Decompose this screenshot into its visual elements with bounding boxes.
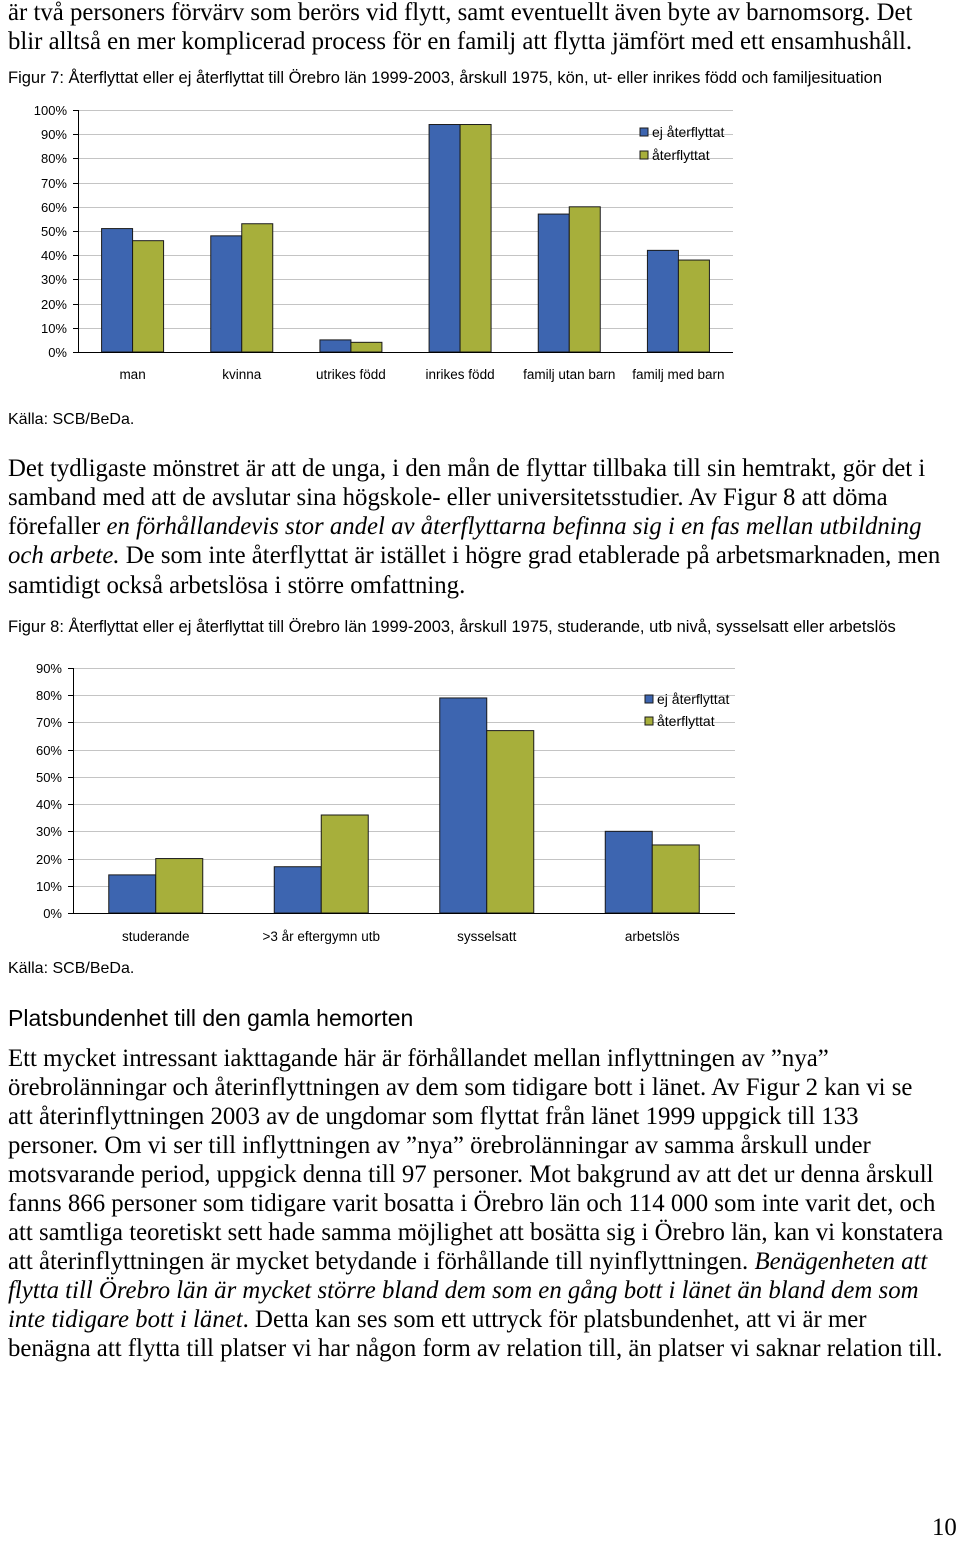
- paragraph-line: [8, 1189, 943, 1218]
- bar-aterflyttat-studerande: [156, 859, 203, 913]
- text-segment: samtidigt också arbetslösa i större omfattning.: [8, 571, 466, 599]
- y-tick-label: 30%: [40, 272, 67, 287]
- legend-swatch: [640, 151, 648, 159]
- section-heading: Platsbundenhet till den gamla hemorten: [8, 1005, 414, 1031]
- x-category-label: utrikes född: [316, 367, 386, 382]
- italic-text-segment: och arbete.: [8, 542, 120, 570]
- legend-label: ej återflyttat: [657, 691, 730, 707]
- y-tick-label: 80%: [35, 688, 62, 703]
- x-category-label: inrikes född: [425, 367, 495, 382]
- text-segment: Ett mycket intressant iakttagande här är förhållandet mellan inflyttningen av ”nya”: [8, 1044, 829, 1072]
- bar-ej-aterflyttat-familj-utan-barn: [538, 214, 569, 352]
- paragraph-line: [8, 1073, 943, 1102]
- y-tick-label: 10%: [40, 321, 67, 336]
- y-tick-label: 100%: [33, 103, 67, 118]
- x-category-label: familj utan barn: [523, 367, 616, 382]
- y-tick-label: 0%: [48, 345, 67, 360]
- legend-label: ej återflyttat: [652, 124, 725, 140]
- legend-label: återflyttat: [657, 713, 715, 729]
- legend-swatch: [645, 695, 653, 703]
- text-segment: . Detta kan ses som ett uttryck för platsbundenhet, att vi är mer: [242, 1306, 867, 1334]
- bar-ej-aterflyttat-inrikes-fodd: [429, 125, 460, 352]
- bar-ej-aterflyttat-3-ar-eftergymn-utb: [274, 867, 321, 913]
- y-tick-label: 80%: [40, 151, 67, 166]
- figure-8-source: Källa: SCB/BeDa.: [8, 960, 135, 977]
- paragraph-line: [8, 1160, 943, 1189]
- y-tick-label: 60%: [35, 743, 62, 758]
- y-tick-label: 70%: [35, 715, 62, 730]
- text-segment: att samtliga teoretiskt sett hade samma möjlighet att bosätta sig i Örebro län, kan vi konstatera: [8, 1219, 944, 1247]
- x-category-label: studerande: [121, 929, 190, 944]
- italic-text-segment: Benägenheten att: [754, 1248, 928, 1276]
- text-segment: De som inte återflyttat är istället i högre grad etablerade på arbetsmarknaden, men: [119, 542, 941, 570]
- x-category-label: sysselsatt: [457, 929, 517, 944]
- figure-7-bar-chart: [0, 96, 760, 388]
- bar-ej-aterflyttat-kvinna: [211, 236, 242, 352]
- bar-aterflyttat-arbetslos: [652, 845, 699, 913]
- paragraph-line: [8, 1102, 943, 1131]
- bar-aterflyttat-familj-utan-barn: [569, 207, 600, 352]
- paragraph-line: [8, 454, 940, 483]
- paragraph-line: [8, 1305, 943, 1334]
- bar-aterflyttat-3-ar-eftergymn-utb: [321, 815, 368, 913]
- text-segment: personer. Om vi ser till inflyttningen av ”nya” örebrolänningar av samma årskull under: [8, 1131, 871, 1159]
- text-segment: benägna att flytta till platser vi har någon form av relation till, än platser vi saknar relation till.: [8, 1335, 943, 1363]
- x-category-label: >3 år eftergymn utb: [262, 929, 380, 944]
- y-tick-label: 50%: [35, 770, 62, 785]
- text-segment: Det tydligaste mönstret är att de unga, i den mån de flyttar tillbaka till sin hemtrakt, gör det i: [8, 454, 926, 482]
- y-tick-label: 30%: [35, 824, 62, 839]
- legend-swatch: [640, 128, 648, 136]
- intro-paragraph: [8, 0, 912, 56]
- text-segment: att återinflyttningen är mycket betydande i förhållande till nyinflyttningen.: [8, 1248, 755, 1276]
- paragraph-line: [8, 1218, 943, 1247]
- paragraph-line: [8, 1247, 943, 1276]
- y-tick-label: 70%: [40, 176, 67, 191]
- paragraph-line: [8, 1131, 943, 1160]
- y-tick-label: 40%: [35, 797, 62, 812]
- figure-8-caption: Figur 8: Återflyttat eller ej återflyttat till Örebro län 1999-2003, årskull 1975, studerande, utb nivå, sysselsatt eller arbetslös: [8, 618, 896, 636]
- x-category-label: arbetslös: [624, 929, 680, 944]
- bar-aterflyttat-utrikes-fodd: [351, 342, 382, 352]
- paragraph-line: [8, 1334, 943, 1363]
- x-category-label: familj med barn: [632, 367, 725, 382]
- paragraph-line: [8, 1276, 943, 1305]
- text-segment: fanns 866 personer som tidigare varit bosatta i Örebro län och 114 000 som inte varit det, och: [8, 1189, 936, 1217]
- legend-swatch: [645, 717, 653, 725]
- bar-ej-aterflyttat-utrikes-fodd: [320, 340, 351, 352]
- text-segment: förefaller: [8, 513, 107, 541]
- text-segment: att återinflyttningen 2003 av de ungdomar som flyttat från länet 1999 uppgick till 133: [8, 1102, 859, 1130]
- body-paragraph: [8, 1044, 943, 1364]
- bar-ej-aterflyttat-studerande: [109, 875, 156, 913]
- paragraph-line: [8, 541, 940, 570]
- bar-ej-aterflyttat-familj-med-barn: [647, 250, 678, 352]
- figure-7-source: Källa: SCB/BeDa.: [8, 411, 135, 428]
- italic-text-segment: inte tidigare bott i länet: [8, 1306, 243, 1334]
- italic-text-segment: en förhållandevis stor andel av återflyttarna befinna sig i en fas mellan utbildning: [106, 513, 922, 541]
- y-tick-label: 20%: [35, 852, 62, 867]
- bar-ej-aterflyttat-man: [102, 229, 133, 352]
- y-tick-label: 20%: [40, 297, 67, 312]
- bar-aterflyttat-inrikes-fodd: [460, 125, 491, 352]
- y-tick-label: 90%: [35, 661, 62, 676]
- bar-aterflyttat-sysselsatt: [487, 731, 534, 913]
- figure-8-bar-chart: [0, 655, 760, 950]
- paragraph-line: [8, 483, 940, 512]
- bar-ej-aterflyttat-sysselsatt: [440, 698, 487, 913]
- bar-ej-aterflyttat-arbetslos: [605, 831, 652, 913]
- x-category-label: kvinna: [222, 367, 262, 382]
- y-tick-label: 40%: [40, 248, 67, 263]
- bar-aterflyttat-man: [133, 241, 164, 352]
- y-tick-label: 90%: [40, 127, 67, 142]
- paragraph-line: är två personers förvärv som berörs vid flytt, samt eventuellt även byte av barnomsorg. Det: [8, 0, 913, 26]
- bar-aterflyttat-kvinna: [242, 224, 273, 352]
- italic-text-segment: flytta till Örebro län är mycket större bland dem som en gång bott i länet än bland dem som: [8, 1277, 919, 1305]
- y-tick-label: 50%: [40, 224, 67, 239]
- y-tick-label: 0%: [43, 906, 62, 921]
- figure-7-caption: Figur 7: Återflyttat eller ej återflyttat till Örebro län 1999-2003, årskull 1975, kön, ut- eller inrikes född och familjesituation: [8, 69, 883, 87]
- paragraph-line: [8, 512, 940, 541]
- text-segment: örebrolänningar och återinflyttningen av dem som tidigare bott i länet. Av Figur 2 kan vi se: [8, 1073, 913, 1101]
- x-category-label: man: [119, 367, 146, 382]
- paragraph-line: blir alltså en mer komplicerad process för en familj att flytta jämfört med ett ensamhushåll.: [8, 27, 913, 55]
- legend-label: återflyttat: [652, 147, 710, 163]
- text-segment: samband med att de avslutar sina högskole- eller universitetsstudier. Av Figur 8 att döma: [8, 483, 888, 511]
- paragraph-line: [8, 571, 940, 600]
- body-paragraph: [8, 454, 940, 600]
- bar-aterflyttat-familj-med-barn: [678, 260, 709, 352]
- page-number: 10: [932, 1513, 957, 1541]
- paragraph-line: [8, 1044, 943, 1073]
- y-tick-label: 60%: [40, 200, 67, 215]
- text-segment: motsvarande period, uppgick denna till 97 personer. Mot bakgrund av att det ur denna årskull: [8, 1160, 934, 1188]
- y-tick-label: 10%: [35, 879, 62, 894]
